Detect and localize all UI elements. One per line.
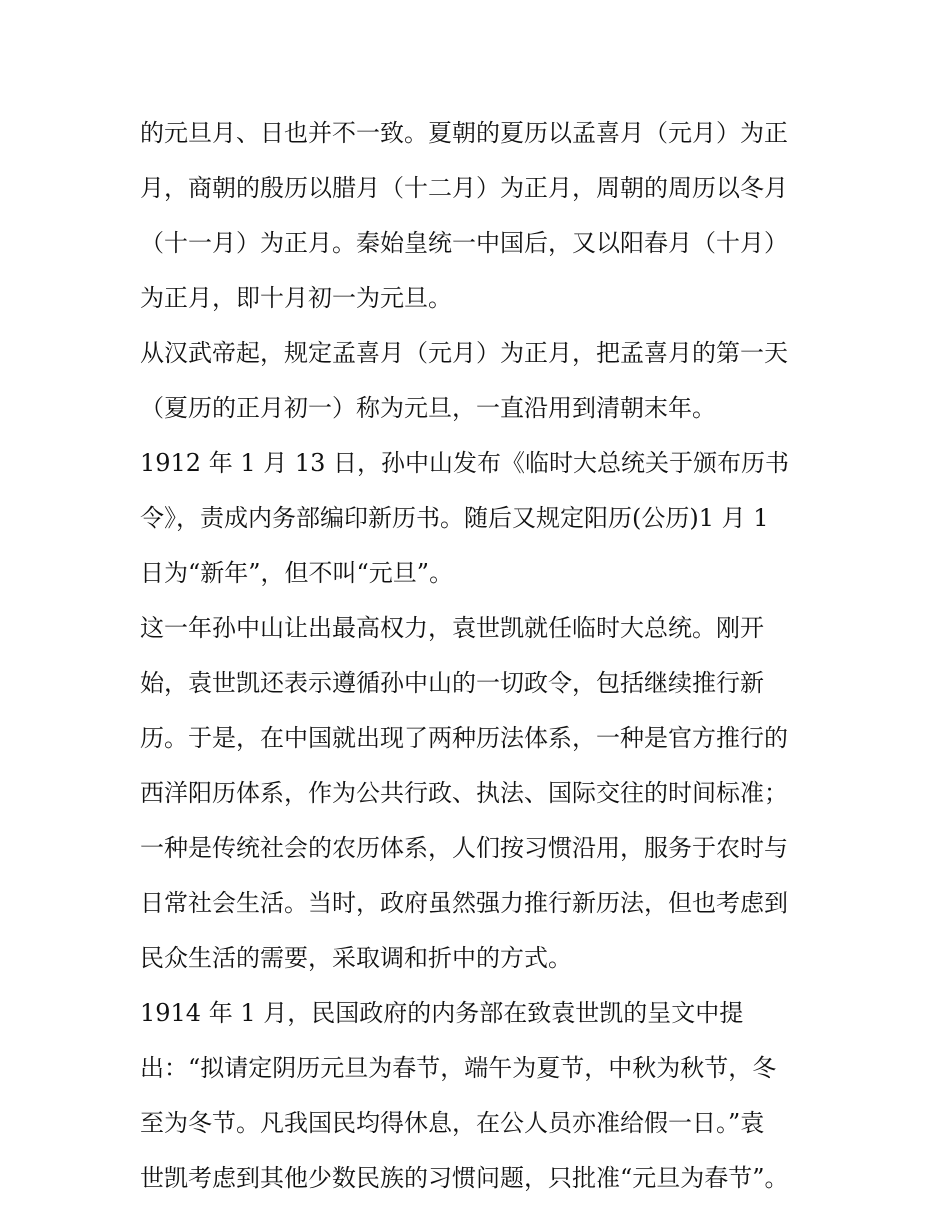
text-line: 民众生活的需要，采取调和折中的方式。	[140, 944, 572, 972]
text-line: 一种是传统社会的农历体系，人们按习惯沿用，服务于农时与	[140, 834, 788, 862]
text-line: 始，袁世凯还表示遵循孙中山的一切政令，包括继续推行新	[140, 669, 764, 697]
text-line: 的元旦月、日也并不一致。夏朝的夏历以孟喜月（元月）为正	[140, 119, 788, 147]
text-line: 日为“新年”，但不叫“元旦”。	[140, 559, 454, 587]
text-line: 1912 年 1 月 13 日，孙中山发布《临时大总统关于颁布历书	[140, 449, 790, 477]
text-line: 西洋阳历体系，作为公共行政、执法、国际交往的时间标准；	[140, 779, 788, 807]
text-line: 1914 年 1 月，民国政府的内务部在致袁世凯的呈文中提	[140, 999, 744, 1027]
text-line: 令》，责成内务部编印新历书。随后又规定阳历(公历)1 月 1	[140, 504, 769, 532]
text-line: 日常社会生活。当时，政府虽然强力推行新历法，但也考虑到	[140, 889, 788, 917]
text-line: 出：“拟请定阴历元旦为春节，端午为夏节，中秋为秋节，冬	[140, 1054, 777, 1082]
text-line: 世凯考虑到其他少数民族的习惯问题，只批准“元旦为春节”。	[140, 1164, 789, 1192]
text-line: 月，商朝的殷历以腊月（十二月）为正月，周朝的周历以冬月	[140, 174, 788, 202]
text-line: （夏历的正月初一）称为元旦，一直沿用到清朝末年。	[140, 394, 716, 422]
text-line: 这一年孙中山让出最高权力，袁世凯就任临时大总统。刚开	[140, 614, 764, 642]
text-line: 历。于是，在中国就出现了两种历法体系，一种是官方推行的	[140, 724, 788, 752]
text-line: 至为冬节。凡我国民均得休息，在公人员亦准给假一日。”袁	[140, 1109, 765, 1137]
document-body	[140, 106, 820, 1206]
text-line: 从汉武帝起，规定孟喜月（元月）为正月，把孟喜月的第一天	[140, 339, 788, 367]
text-line: 为正月，即十月初一为元旦。	[140, 284, 452, 312]
text-line: （十一月）为正月。秦始皇统一中国后，又以阳春月（十月）	[140, 229, 788, 257]
